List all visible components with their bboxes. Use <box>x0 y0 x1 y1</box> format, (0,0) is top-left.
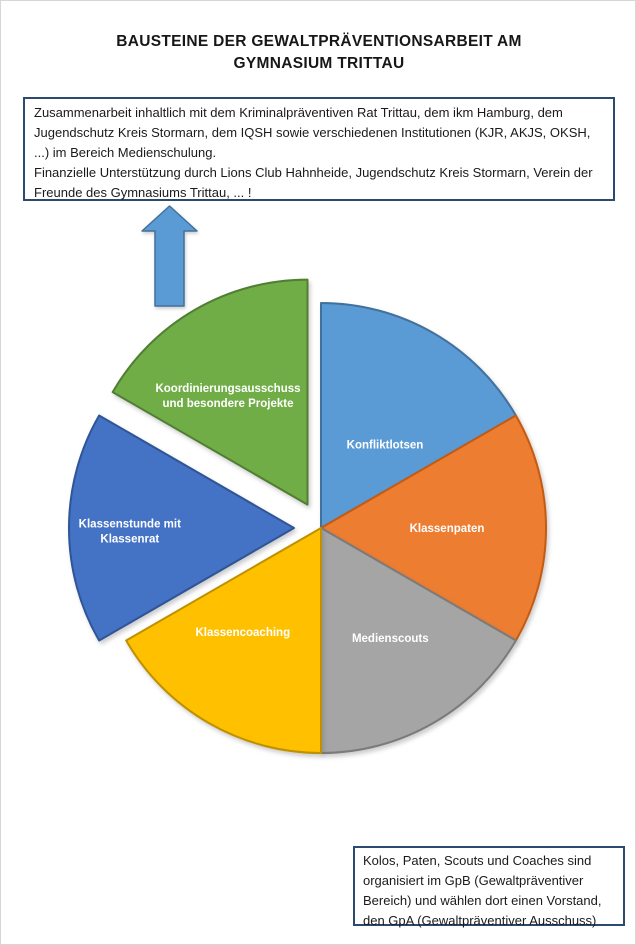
pie-slice-label-klassenstunde-mit-klassenrat: Klassenstunde mit Klassenrat <box>78 518 181 546</box>
bottom-info-text: Kolos, Paten, Scouts und Coaches sind organisiert im GpB (Gewaltpräventiver Bereich) und wählen dort einen Vorstand, den GpA (Gewaltpräventiver Ausschuss) <box>363 853 602 928</box>
pie-slice-label-koordinierungsausschuss-und-besondere-projekte: Koordinierungsausschuss und besondere Projekte <box>155 383 301 411</box>
pie-slice-label-klassencoaching: Klassencoaching <box>195 627 291 639</box>
top-info-paragraph-1: Zusammenarbeit inhaltlich mit dem Kriminalpräventiven Rat Trittau, dem ikm Hamburg, dem Jugendschutz Kreis Stormarn, dem IQSH sowie verschiedenen Institutionen (KJR, AKJS, OKSH, ...) im Bereich Medienschulung. <box>34 105 591 160</box>
pie-chart <box>1 1 636 945</box>
top-info-paragraph-2: Finanzielle Unterstützung durch Lions Club Hahnheide, Jugendschutz Kreis Stormarn, Verein der Freunde des Gymnasiums Trittau, ... ! <box>34 165 593 200</box>
page-title: BAUSTEINE DER GEWALTPRÄVENTIONSARBEIT AM GYMNASIUM TRITTAU <box>116 33 522 72</box>
pie-slice-label-medienscouts: Medienscouts <box>351 633 429 645</box>
bottom-info-box <box>353 846 625 926</box>
pie-slice-label-konfliktlotsen: Konfliktlotsen <box>346 439 424 452</box>
pie-slice-label-klassenpaten: Klassenpaten <box>409 523 485 535</box>
